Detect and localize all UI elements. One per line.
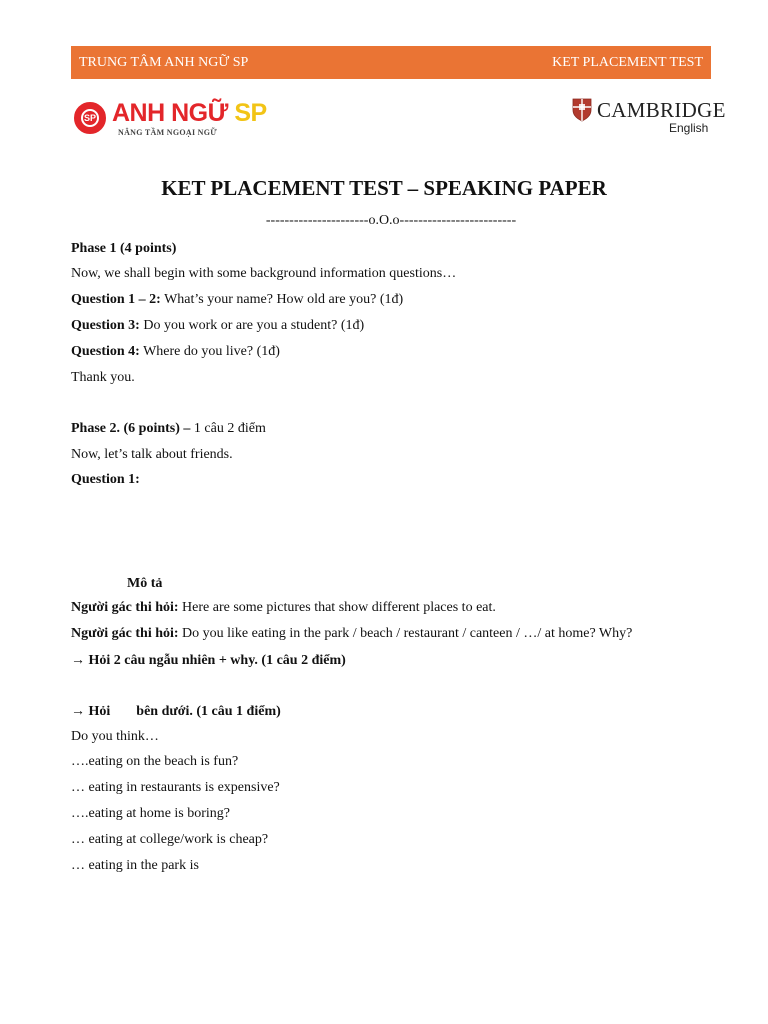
question-4: Question 4: Where do you live? (1đ) [71,344,280,359]
list-item: … eating in the park is [71,858,199,873]
question-3: Question 3: Do you work or are you a student? (1đ) [71,318,365,333]
list-item: ….eating on the beach is fun? [71,754,239,769]
cambridge-wordmark: CAMBRIDGE [597,98,726,122]
list-item: … eating in restaurants is expensive? [71,780,280,795]
phase2-question-1: Question 1: [71,472,140,487]
phase1-heading: Phase 1 (4 points) [71,241,177,256]
ornament-divider: ----------------------o.O.o------------------------- [265,213,517,228]
phase1-intro: Now, we shall begin with some background information questions… [71,266,457,281]
header-test-name: KET PLACEMENT TEST [552,55,703,70]
header-center-name: TRUNG TÂM ANH NGỮ SP [79,55,249,70]
do-you-think: Do you think… [71,729,159,744]
cambridge-shield-icon [572,98,592,122]
list-item: ….eating at home is boring? [71,806,231,821]
logo-wordmark: ANH NGỮ SP [112,99,267,127]
instruction-random-questions: → Hỏi 2 câu ngẫu nhiên + why. (1 câu 2 điểm) [71,653,346,668]
sp-emblem-icon: SP [74,102,106,134]
describe-label: Mô tả [127,576,163,591]
question-1-2: Question 1 – 2: What’s your name? How old are you? (1đ) [71,292,404,307]
page-title: KET PLACEMENT TEST – SPEAKING PAPER [161,176,607,200]
arrow-icon: → [71,704,85,719]
list-item: … eating at college/work is cheap? [71,832,269,847]
phase2-intro: Now, let’s talk about friends. [71,447,233,462]
instruction-ask-below: → Hỏi bên dưới. (1 câu 1 điểm) [71,704,281,719]
phase2-heading: Phase 2. (6 points) – 1 câu 2 điểm [71,421,266,436]
logo-tagline: NÂNG TẦM NGOẠI NGỮ [118,128,217,137]
cambridge-subtitle: English [669,121,709,135]
arrow-icon: → [71,653,85,668]
examiner-line-1: Người gác thi hỏi: Here are some pictures that show different places to eat. [71,600,496,615]
anh-ngu-sp-logo [72,96,272,144]
cambridge-english-logo [572,97,726,139]
phase1-thanks: Thank you. [71,370,135,385]
examiner-line-2: Người gác thi hỏi: Do you like eating in the park / beach / restaurant / canteen / …/ at home? Why? [71,626,633,641]
header-bar [71,46,711,79]
